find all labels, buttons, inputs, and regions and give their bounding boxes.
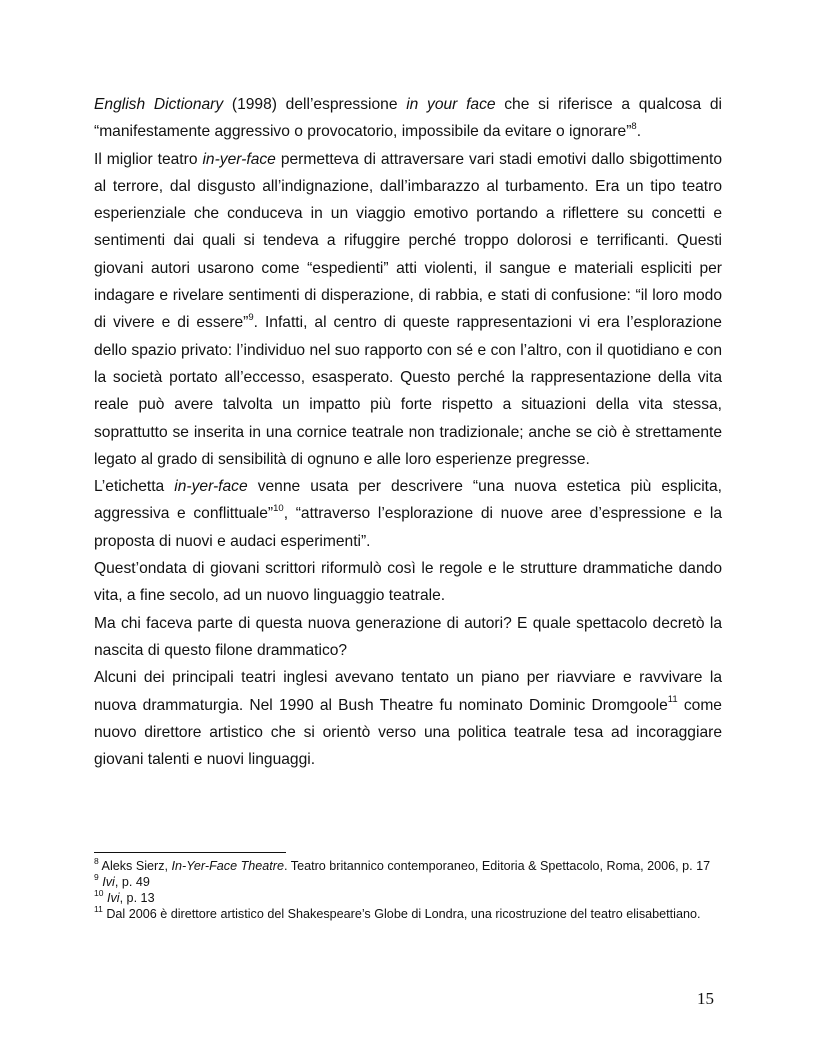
text-run: . Infatti, al centro di queste rappresentazioni vi era l’esplorazione dello spazio privato: l’individuo nel suo rapporto con sé e con l’altro, con il quotidiano e con la società portato all’eccesso, esasperato. Questo perché la rappresentazione della vita reale può avere talvolta un impatto più forte rispetto a situazioni della vita stessa, soprattutto se inserita in una cornice teatrale non tradizionale; anche se ciò è strettamente legato al grado di sensibilità di ognuno e alle loro esperienze pregresse. [94, 314, 722, 468]
italic-text: Ivi [102, 875, 115, 889]
footnote [94, 855, 722, 874]
italic-text: Ivi [106, 891, 120, 905]
text-run: Alcuni dei principali teatri inglesi avevano tentato un piano per riavviare e ravvivare la nuova drammaturgia. Nel 1990 al Bush Theatre fu nominato Dominic Dromgoole [94, 669, 722, 714]
footnote-ref: 9 [248, 312, 254, 324]
footnotes [94, 855, 722, 922]
text-run: , p. 49 [114, 875, 150, 889]
italic-text: in-yer-face [202, 150, 276, 168]
footnote-ref: 9 [94, 871, 99, 882]
italic-text: In-Yer-Face Theatre [171, 859, 284, 873]
text-run: Il miglior teatro [94, 150, 203, 168]
paragraph [94, 91, 722, 146]
footnote [94, 871, 722, 890]
text-run: . Teatro britannico contemporaneo, Editoria & Spettacolo, Roma, 2006, p. 17 [284, 859, 711, 873]
italic-text: in your face [406, 96, 496, 113]
italic-text: in-yer-face [174, 478, 248, 496]
text-run: . [636, 123, 642, 141]
page-number: 15 [697, 989, 714, 1008]
text-run: , “attraverso l’esplorazione di nuove aree d’espressione e la proposta di nuovi e audaci esperimenti”. [94, 505, 723, 550]
text-run: L’etichetta [94, 478, 175, 496]
footnote-ref: 8 [94, 855, 99, 866]
text-run: Aleks Sierz, [98, 859, 172, 873]
text-run: che si riferisce a qualcosa di “manifestamente aggressivo o provocatorio, impossibile da evitare o ignorare” [94, 96, 722, 141]
text-run: Quest’ondata di giovani scrittori riformulò così le regole e le strutture drammatiche dando vita, a fine secolo, ad un nuovo linguaggio teatrale. [94, 560, 722, 605]
text-run: (1998) dell’espressione [223, 96, 407, 113]
footnote-ref: 8 [631, 121, 637, 133]
footnote-ref: 10 [94, 887, 104, 898]
footnote-ref: 10 [273, 503, 284, 515]
paragraph [94, 555, 722, 610]
paragraph [94, 664, 722, 773]
text-run: venne usata per descrivere “una nuova estetica più esplicita, aggressiva e conflittuale” [94, 478, 722, 523]
paragraph [94, 473, 722, 555]
italic-text: English Dictionary [94, 96, 224, 113]
footnote [94, 887, 722, 906]
text-run: come nuovo direttore artistico che si orientò verso una politica teatrale tesa ad incoraggiare giovani talenti e nuovi linguaggi. [94, 696, 722, 769]
footnote [94, 903, 722, 922]
footnote-separator [94, 852, 286, 853]
text-run: permetteva di attraversare vari stadi emotivi dallo sbigottimento al terrore, dal disgusto all’indignazione, dall’imbarazzo al turbamento. Era un tipo teatro esperienziale che conduceva in un viaggio emotivo portando a riflettere su concetti e sentimenti dai quali si tendeva a rifuggire perché troppo dolorosi e terrificanti. Questi giovani autori usarono come “espedienti” atti violenti, il sangue e materiali espliciti per indagare e rivelare sentimenti di disperazione, di rabbia, e stati di confusione: “il loro modo di vivere e di essere” [94, 150, 723, 332]
body-text [94, 91, 722, 773]
text-run: Ma chi faceva parte di questa nuova generazione di autori? E quale spettacolo decretò la nascita di questo filone drammatico? [94, 614, 722, 659]
text-run: , p. 13 [119, 891, 155, 905]
text-run: Dal 2006 è direttore artistico del Shakespeare’s Globe di Londra, una ricostruzione del teatro elisabettiano. [102, 907, 701, 921]
footnote-ref: 11 [667, 694, 678, 706]
paragraph [94, 146, 722, 474]
paragraph [94, 610, 722, 665]
footnote-ref: 11 [94, 903, 103, 914]
